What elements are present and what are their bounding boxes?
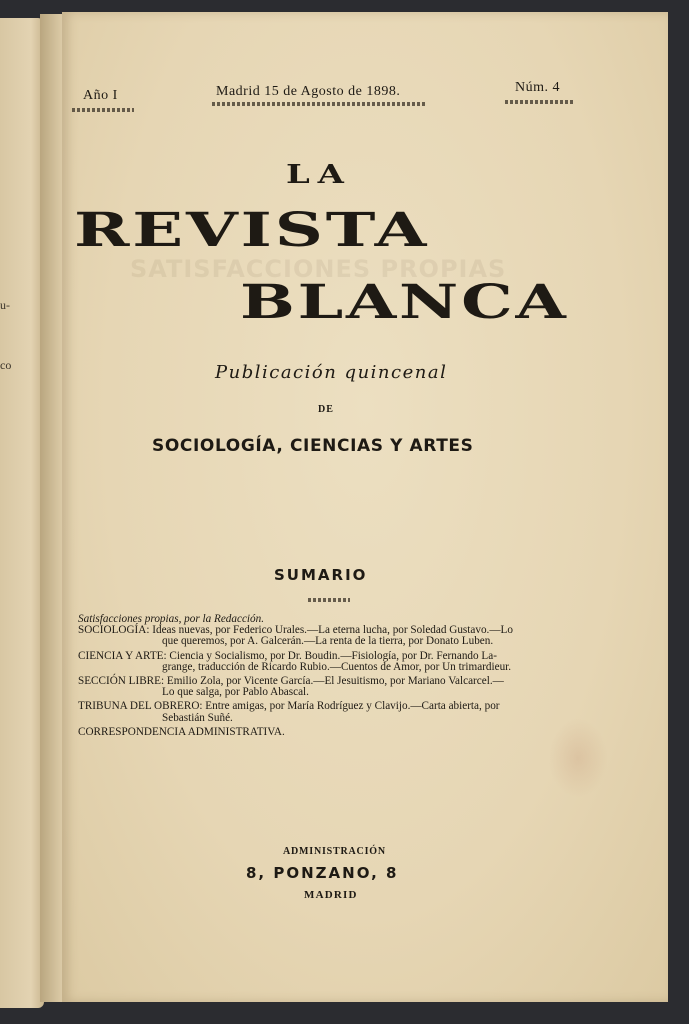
issue-dateline: Madrid 15 de Agosto de 1898. — [216, 84, 401, 99]
summary-line: que queremos, por A. Galcerán.—La renta de la tierra, por Donato Luben. — [162, 635, 494, 648]
summary-entry — [78, 727, 590, 738]
summary-entry — [78, 625, 590, 647]
summary-line: SOCIOLOGÍA: Ideas nuevas, por Federico Urales.—La eterna lucha, por Soledad Gustavo.—Lo — [78, 624, 513, 637]
dateline-underline — [212, 102, 426, 106]
left-page-fragment: co — [0, 358, 12, 372]
publication-subtitle: Publicación quincenal — [215, 362, 448, 383]
administration-label: ADMINISTRACIÓN — [283, 846, 386, 857]
summary-line: Sebastián Suñé. — [162, 711, 233, 724]
administration-address: 8, PONZANO, 8 — [246, 864, 399, 882]
bleed-through-text: SATISFACCIONES PROPIAS — [130, 255, 507, 283]
summary-line: Satisfacciones propias, por la Redacción. — [78, 613, 265, 625]
summary-line: TRIBUNA DEL OBRERO: Entre amigas, por María Rodríguez y Clavijo.—Carta abierta, por — [78, 700, 500, 713]
summary-line: SECCIÓN LIBRE: Emilio Zola, por Vicente García.—El Jesuitismo, por Mariano Valcarcel.— — [78, 675, 504, 688]
left-page-edge — [0, 18, 44, 1008]
summary-entry — [78, 651, 590, 673]
summary-line: CORRESPONDENCIA ADMINISTRATIVA. — [78, 725, 285, 738]
administration-city: MADRID — [304, 889, 358, 901]
publication-topics: SOCIOLOGÍA, CIENCIAS Y ARTES — [152, 436, 474, 456]
summary-line: CIENCIA Y ARTE: Ciencia y Socialismo, por Dr. Boudin.—Fisiología, por Dr. Fernando La- — [78, 649, 497, 662]
left-page-fragment: u- — [0, 298, 10, 312]
subtitle-connector: DE — [318, 404, 334, 415]
issue-number: Núm. 4 — [515, 80, 560, 95]
summary-entry — [78, 676, 590, 698]
paper-stain — [548, 718, 608, 798]
summary-contents — [78, 614, 590, 738]
masthead-title-line2: BLANCA — [240, 275, 569, 330]
summary-entry — [78, 701, 590, 723]
masthead-title-line1: REVISTA — [74, 203, 430, 258]
masthead-article: LA — [286, 160, 352, 190]
summary-line: Lo que salga, por Pablo Abascal. — [162, 686, 309, 699]
summary-underline — [308, 598, 350, 602]
year-underline — [72, 108, 134, 112]
number-underline — [505, 100, 575, 104]
summary-heading: SUMARIO — [274, 566, 368, 584]
issue-year: Año I — [83, 88, 118, 103]
summary-line: grange, traducción de Ricardo Rubio.—Cuentos de Amor, por Un trimardieur. — [162, 660, 512, 673]
